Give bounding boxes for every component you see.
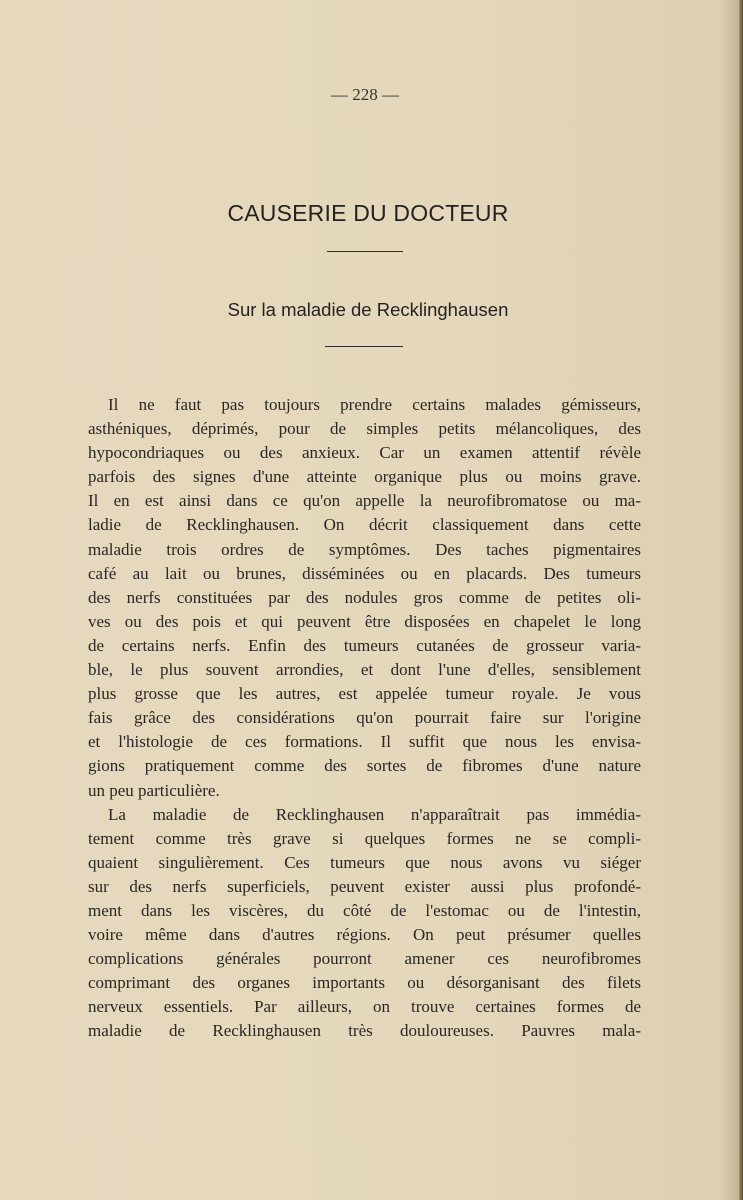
page-edge bbox=[739, 0, 743, 1200]
text-line: ves ou des pois et qui peuvent être disposées en chapelet le long bbox=[88, 611, 641, 631]
article-body bbox=[88, 393, 641, 1044]
text-line: quaient singulièrement. Ces tumeurs que nous avons vu siéger bbox=[88, 852, 641, 872]
text-line: ble, le plus souvent arrondies, et dont l'une d'elles, sensiblement bbox=[88, 660, 641, 680]
text-line: asthéniques, déprimés, pour de simples petits mélancoliques, des bbox=[88, 419, 641, 439]
text-line: La maladie de Recklinghausen n'apparaîtrait pas immédia- bbox=[108, 804, 641, 824]
text-line: Il en est ainsi dans ce qu'on appelle la neurofibromatose ou ma- bbox=[88, 491, 641, 511]
text-line: de certains nerfs. Enfin des tumeurs cutanées de grosseur varia- bbox=[88, 635, 641, 655]
text-line: fais grâce des considérations qu'on pourrait faire sur l'origine bbox=[88, 708, 641, 728]
text-line: ment dans les viscères, du côté de l'estomac ou de l'intestin, bbox=[88, 900, 641, 920]
text-line: café au lait ou brunes, disséminées ou en placards. Des tumeurs bbox=[88, 563, 641, 583]
page-number: — 228 — bbox=[331, 85, 399, 104]
text-line: parfois des signes d'une atteinte organique plus ou moins grave. bbox=[88, 467, 641, 487]
article-subtitle: Sur la maladie de Recklinghausen bbox=[227, 299, 509, 320]
text-line: ladie de Recklinghausen. On décrit classiquement dans cette bbox=[88, 515, 641, 535]
title-divider-top bbox=[327, 251, 403, 252]
text-line: plus grosse que les autres, est appelée tumeur royale. Je vous bbox=[88, 684, 641, 704]
text-line: voire même dans d'autres régions. On peut présumer quelles bbox=[88, 925, 641, 945]
text-line: un peu particulière. bbox=[88, 780, 220, 800]
text-line: sur des nerfs superficiels, peuvent exister aussi plus profondé- bbox=[88, 876, 641, 896]
text-line: Il ne faut pas toujours prendre certains malades gémisseurs, bbox=[108, 395, 641, 414]
text-line: maladie trois ordres de symptômes. Des taches pigmentaires bbox=[88, 539, 641, 559]
text-line: hypocondriaques ou des anxieux. Car un examen attentif révèle bbox=[88, 443, 641, 463]
title-divider-bottom bbox=[325, 346, 403, 347]
text-line: nerveux essentiels. Par ailleurs, on trouve certaines formes de bbox=[88, 997, 641, 1017]
text-line: maladie de Recklinghausen très douloureuses. Pauvres mala- bbox=[88, 1021, 641, 1041]
article-title: CAUSERIE DU DOCTEUR bbox=[227, 200, 509, 226]
text-line: tement comme très grave si quelques formes ne se compli- bbox=[88, 828, 641, 848]
text-line: gions pratiquement comme des sortes de fibromes d'une nature bbox=[88, 756, 641, 776]
text-line: et l'histologie de ces formations. Il suffit que nous les envisa- bbox=[88, 732, 641, 752]
text-line: des nerfs constituées par des nodules gros comme de petites oli- bbox=[88, 587, 641, 607]
text-line: comprimant des organes importants ou désorganisant des filets bbox=[88, 973, 641, 993]
text-line: complications générales pourront amener ces neurofibromes bbox=[88, 949, 641, 969]
